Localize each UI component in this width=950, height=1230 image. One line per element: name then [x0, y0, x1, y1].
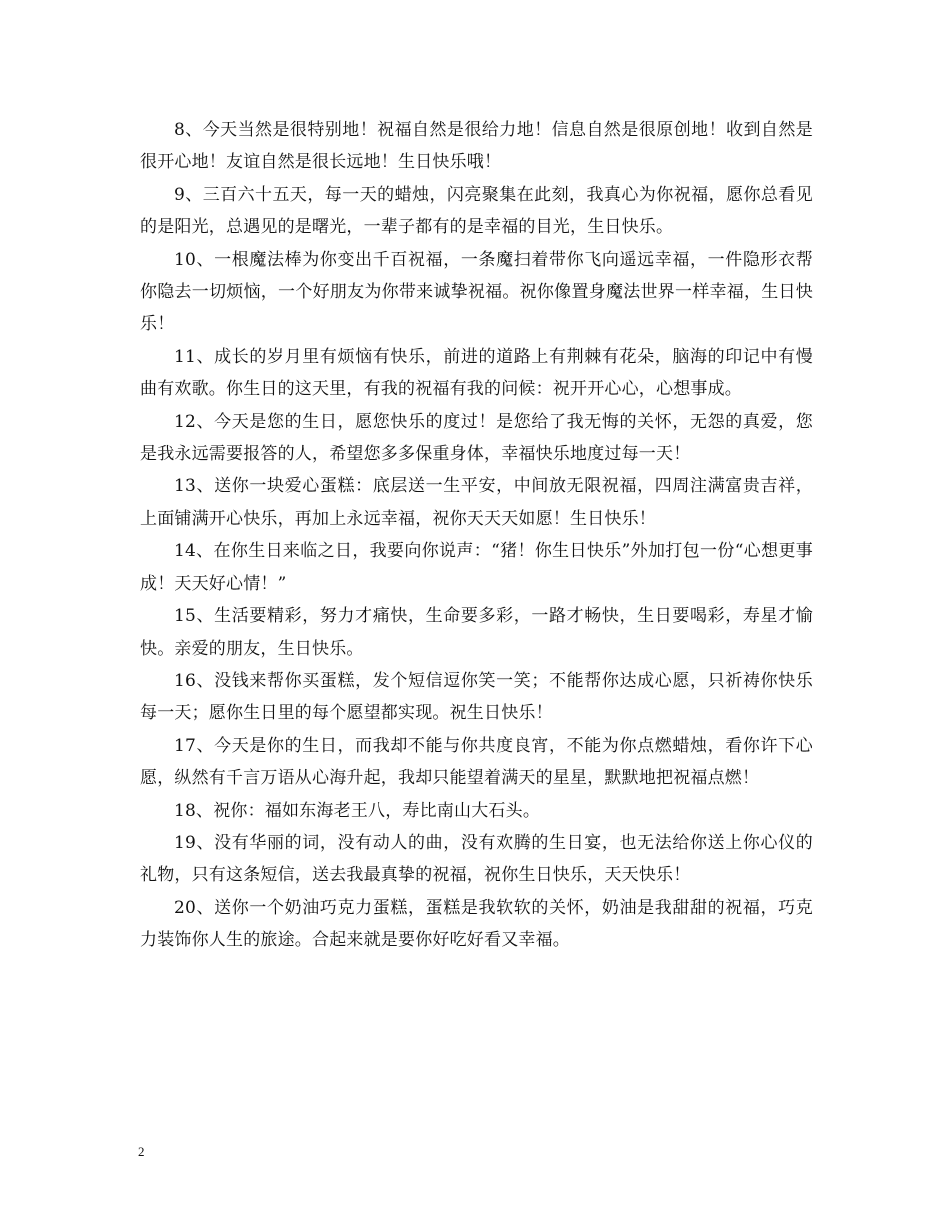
paragraph-15: 15、生活要精彩，努力才痛快，生命要多彩，一路才畅快，生日要喝彩，寿星才愉快。亲爱的朋友，生日快乐。: [140, 606, 813, 659]
document-body: [140, 114, 813, 957]
paragraph-12: 12、今天是您的生日，愿您快乐的度过！是您给了我无悔的关怀，无怨的真爱，您是我永远需要报答的人，希望您多多保重身体，幸福快乐地度过每一天！: [140, 411, 813, 465]
page-number: 2: [138, 1144, 145, 1159]
paragraph-20: 20、送你一个奶油巧克力蛋糕，蛋糕是我软软的关怀，奶油是我甜甜的祝福，巧克力装饰你人生的旅途。合起来就是要你好吃好看又幸福。: [140, 897, 813, 951]
paragraph-13: 13、送你一块爱心蛋糕：底层送一生平安，中间放无限祝福，四周注满富贵吉祥，上面铺满开心快乐，再加上永远幸福，祝你天天天如愿！生日快乐！: [140, 476, 813, 529]
paragraph-11: 11、成长的岁月里有烦恼有快乐，前进的道路上有荆棘有花朵，脑海的印记中有慢曲有欢歌。你生日的这天里，有我的祝福有我的问候：祝开开心心，心想事成。: [140, 346, 813, 400]
paragraph-17: 17、今天是你的生日，而我却不能与你共度良宵，不能为你点燃蜡烛，看你许下心愿，纵然有千言万语从心海升起，我却只能望着满天的星星，默默地把祝福点燃！: [140, 735, 813, 789]
paragraph-18: 18、祝你：福如东海老王八，寿比南山大石头。: [174, 800, 541, 821]
paragraph-9: 9、三百六十五天，每一天的蜡烛，闪亮聚集在此刻，我真心为你祝福，愿你总看见的是阳光，总遇见的是曙光，一辈子都有的是幸福的目光，生日快乐。: [140, 184, 813, 238]
paragraph-16: 16、没钱来帮你买蛋糕，发个短信逗你笑一笑；不能帮你达成心愿，只祈祷你快乐每一天；愿你生日里的每个愿望都实现。祝生日快乐！: [140, 670, 813, 724]
paragraph-8: 8、今天当然是很特别地！祝福自然是很给力地！信息自然是很原创地！收到自然是很开心地！友谊自然是很长远地！生日快乐哦！: [140, 120, 813, 173]
paragraph-10: 10、一根魔法棒为你变出千百祝福，一条魔扫着带你飞向遥远幸福，一件隐形衣帮你隐去一切烦恼，一个好朋友为你带来诚挚祝福。祝你像置身魔法世界一样幸福，生日快乐！: [140, 249, 813, 335]
paragraph-19: 19、没有华丽的词，没有动人的曲，没有欢腾的生日宴，也无法给你送上你心仪的礼物，只有这条短信，送去我最真挚的祝福，祝你生日快乐，天天快乐！: [140, 832, 813, 886]
paragraph-14: 14、在你生日来临之日，我要向你说声：“猪！你生日快乐”外加打包一份“心想更事成！天天好心情！”: [140, 541, 813, 594]
